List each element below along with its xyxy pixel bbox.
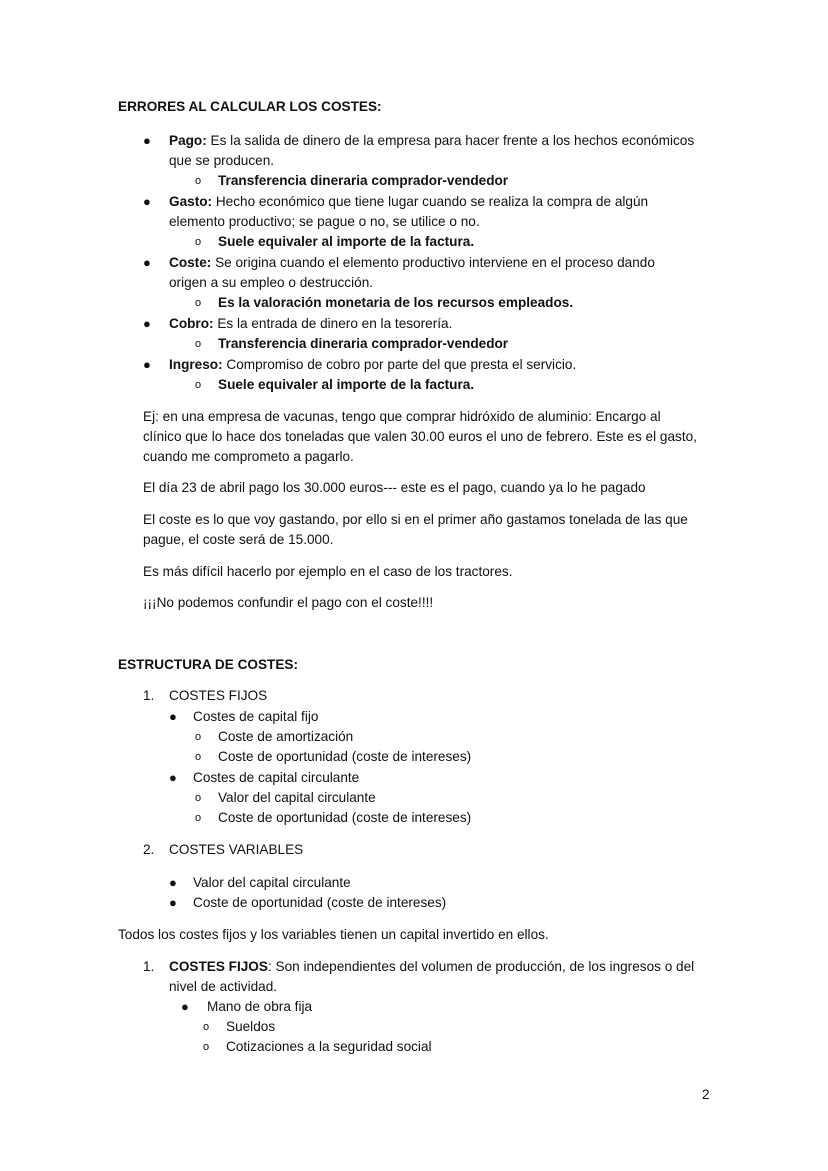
sub-bullet-icon: o [203,1041,210,1053]
sub-item: Coste de oportunidad (coste de intereses) [218,810,472,825]
section-heading-errores: ERRORES AL CALCULAR LOS COSTES: [118,99,382,114]
sub-item-coste: Es la valoración monetaria de los recursos empleados. [218,295,574,310]
sub-bullet-icon: o [195,297,202,309]
paragraph-coste-line: El coste es lo que voy gastando, por ello si en el primer año gastamos tonelada de las que [143,512,688,527]
bullet-icon: ● [169,770,177,785]
sub-bullet-icon: o [195,236,202,248]
sub-bullet-icon: o [195,751,202,763]
bullet-icon: ● [143,255,151,270]
bullet-icon: ● [143,357,151,372]
list-number: 1. [143,688,155,703]
sub-item: Valor del capital circulante [218,790,376,805]
sub-bullet-icon: o [195,731,202,743]
group-capital-fijo: Costes de capital fijo [193,709,319,724]
sub-item: Cotizaciones a la seguridad social [226,1039,432,1054]
page-number: 2 [702,1087,710,1102]
paragraph-pago: El día 23 de abril pago los 30.000 euros--- este es el pago, cuando ya lo he pagado [143,480,646,495]
section-heading-estructura: ESTRUCTURA DE COSTES: [118,657,298,672]
sub-bullet-icon: o [195,175,202,187]
sub-item: Sueldos [226,1019,276,1034]
bullet-icon: ● [143,133,151,148]
example-paragraph-line: clínico que lo hace dos toneladas que valen 30.00 euros el uno de febrero. Este es el gasto, [143,429,697,444]
bullet-icon: ● [143,316,151,331]
sub-bullet-icon: o [203,1021,210,1033]
list-item-coste: Coste: Se origina cuando el elemento productivo interviene en el proceso dando [169,255,655,270]
costes-variables-title: COSTES VARIABLES [169,842,304,857]
sub-item: Coste de oportunidad (coste de intereses) [218,749,472,764]
paragraph-warning: ¡¡¡No podemos confundir el pago con el coste!!!! [143,595,434,610]
bullet-icon: ● [181,999,189,1014]
example-paragraph-line: cuando me comprometo a pagarlo. [143,449,354,464]
sub-item-ingreso: Suele equivaler al importe de la factura. [218,377,475,392]
list-item-pago: Pago: Es la salida de dinero de la empresa para hacer frente a los hechos económicos [169,133,695,148]
bullet-icon: ● [143,194,151,209]
costes-fijos-definition-cont: nivel de actividad. [169,979,278,994]
costes-fijos-title: COSTES FIJOS [169,688,268,703]
list-item-pago-cont: que se producen. [169,153,275,168]
list-number: 1. [143,959,155,974]
sub-item: Coste de amortización [218,729,354,744]
paragraph-tractores: Es más difícil hacerlo por ejemplo en el caso de los tractores. [143,564,513,579]
paragraph-coste-line: pague, el coste será de 15.000. [143,532,334,547]
sub-bullet-icon: o [195,812,202,824]
sub-item-pago: Transferencia dineraria comprador-vendedor [218,173,509,188]
sub-item-gasto: Suele equivaler al importe de la factura. [218,234,475,249]
list-number: 2. [143,842,155,857]
summary-paragraph: Todos los costes fijos y los variables tienen un capital invertido en ellos. [118,927,549,942]
variable-item: Valor del capital circulante [193,875,351,890]
list-item-ingreso: Ingreso: Compromiso de cobro por parte del que presta el servicio. [169,357,577,372]
list-item-cobro: Cobro: Es la entrada de dinero en la tesorería. [169,316,453,331]
example-paragraph-line: Ej: en una empresa de vacunas, tengo que comprar hidróxido de aluminio: Encargo al [143,409,661,424]
sub-bullet-icon: o [195,379,202,391]
list-item-gasto: Gasto: Hecho económico que tiene lugar cuando se realiza la compra de algún [169,194,649,209]
bullet-icon: ● [169,875,177,890]
bullet-icon: ● [169,895,177,910]
group-capital-circulante: Costes de capital circulante [193,770,360,785]
variable-item: Coste de oportunidad (coste de intereses) [193,895,447,910]
list-item-gasto-cont: elemento productivo; se pague o no, se utilice o no. [169,214,480,229]
group-mano-de-obra: Mano de obra fija [207,999,313,1014]
costes-fijos-definition: COSTES FIJOS: Son independientes del volumen de producción, de los ingresos o del [169,959,695,974]
bullet-icon: ● [169,709,177,724]
list-item-coste-cont: origen a su empleo o destrucción. [169,275,374,290]
sub-bullet-icon: o [195,792,202,804]
sub-bullet-icon: o [195,338,202,350]
sub-item-cobro: Transferencia dineraria comprador-vendedor [218,336,509,351]
